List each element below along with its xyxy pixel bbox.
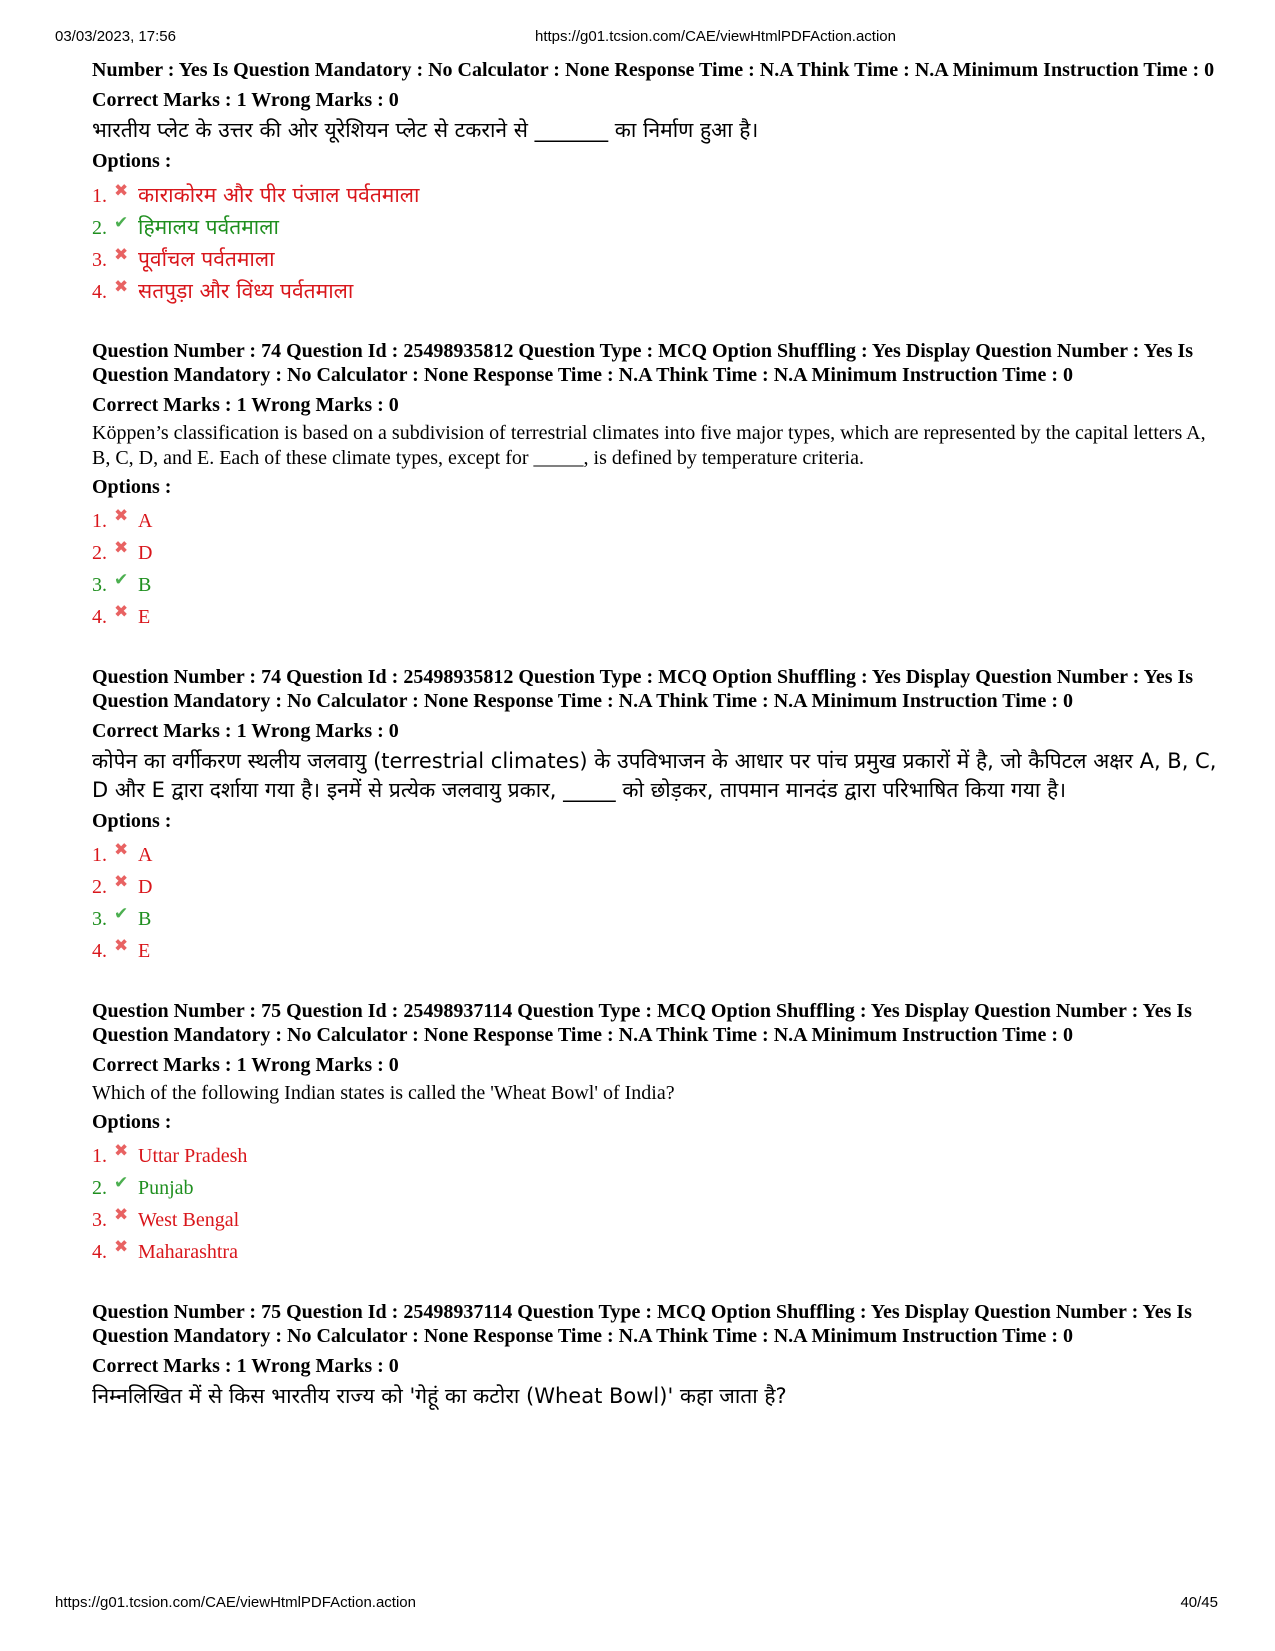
cross-icon: ✖ [114, 277, 129, 297]
option-number: 4. [92, 1241, 107, 1263]
option-item [92, 935, 1217, 967]
option-item [92, 505, 1217, 537]
check-icon: ✔ [114, 570, 129, 590]
question-meta: Number : Yes Is Question Mandatory : No Calculator : None Response Time : N.A Think Time : N.A Minimum Instruction Time : 0 [92, 59, 1215, 81]
cross-icon: ✖ [114, 538, 129, 558]
option-item [92, 1140, 1217, 1172]
option-item [92, 1204, 1217, 1236]
option-number: 4. [92, 606, 107, 628]
check-icon: ✔ [114, 213, 129, 233]
option-number: 3. [92, 908, 107, 930]
question-text: भारतीय प्लेट के उत्तर की ओर यूरेशियन प्लेट से टकराने से _______ का निर्माण हुआ है। [92, 118, 759, 142]
option-number: 3. [92, 249, 107, 271]
question-text: निम्नलिखित में से किस भारतीय राज्य को 'गेहूं का कटोरा (Wheat Bowl)' कहा जाता है? [92, 1384, 787, 1408]
cross-icon: ✖ [114, 181, 129, 201]
option-number: 2. [92, 217, 107, 239]
options-list [92, 505, 1217, 633]
page-header [0, 28, 1275, 52]
option-number: 1. [92, 185, 107, 207]
option-item [92, 179, 1217, 211]
print-datetime: 03/03/2023, 17:56 [55, 28, 176, 45]
option-text: D [138, 542, 153, 564]
cross-icon: ✖ [114, 602, 129, 622]
option-number: 1. [92, 510, 107, 532]
option-text: पूर्वांचल पर्वतमाला [138, 247, 275, 271]
option-item [92, 839, 1217, 871]
option-item [92, 601, 1217, 633]
option-number: 2. [92, 542, 107, 564]
option-number: 1. [92, 844, 107, 866]
option-text: सतपुड़ा और विंध्य पर्वतमाला [138, 279, 354, 303]
option-item [92, 569, 1217, 601]
question-block [92, 339, 1217, 633]
cross-icon: ✖ [114, 840, 129, 860]
cross-icon: ✖ [114, 872, 129, 892]
question-text: Which of the following Indian states is called the 'Wheat Bowl' of India? [92, 1082, 675, 1104]
cross-icon: ✖ [114, 506, 129, 526]
check-icon: ✔ [114, 904, 129, 924]
question-block [92, 1300, 1217, 1411]
options-list [92, 179, 1217, 307]
cross-icon: ✖ [114, 1237, 129, 1257]
option-number: 4. [92, 281, 107, 303]
option-text: E [138, 606, 151, 628]
question-marks: Correct Marks : 1 Wrong Marks : 0 [92, 89, 399, 111]
option-number: 2. [92, 876, 107, 898]
option-text: B [138, 908, 152, 930]
option-item [92, 903, 1217, 935]
option-item [92, 243, 1217, 275]
cross-icon: ✖ [114, 1205, 129, 1225]
question-meta: Question Number : 74 Question Id : 25498935812 Question Type : MCQ Option Shuffling : Yes Display Question Number : Yes Is Question Mandatory : No Calculator : None Response Time : N.A Think Time : N.A Minimum Instruction Time : 0 [92, 340, 1194, 386]
question-block [92, 665, 1217, 967]
options-label: Options : [92, 1111, 172, 1133]
options-list [92, 839, 1217, 967]
option-text: B [138, 574, 152, 596]
question-text: Köppen’s classification is based on a subdivision of terrestrial climates into five major types, which are represented by the capital letters A, B, C, D, and E. Each of these climate types, except for _____, is defined by temperature criteria. [92, 422, 1206, 469]
option-text: A [138, 844, 153, 866]
option-number: 2. [92, 1177, 107, 1199]
question-meta: Question Number : 75 Question Id : 25498937114 Question Type : MCQ Option Shuffling : Yes Display Question Number : Yes Is Question Mandatory : No Calculator : None Response Time : N.A Think Time : N.A Minimum Instruction Time : 0 [92, 1000, 1192, 1046]
options-label: Options : [92, 150, 172, 172]
option-text: Maharashtra [138, 1241, 238, 1263]
question-marks: Correct Marks : 1 Wrong Marks : 0 [92, 720, 399, 742]
header-url: https://g01.tcsion.com/CAE/viewHtmlPDFAction.action [535, 28, 896, 45]
option-number: 3. [92, 1209, 107, 1231]
question-meta: Question Number : 75 Question Id : 25498937114 Question Type : MCQ Option Shuffling : Yes Display Question Number : Yes Is Question Mandatory : No Calculator : None Response Time : N.A Think Time : N.A Minimum Instruction Time : 0 [92, 1301, 1192, 1347]
option-text: A [138, 510, 153, 532]
question-marks: Correct Marks : 1 Wrong Marks : 0 [92, 394, 399, 416]
footer-url: https://g01.tcsion.com/CAE/viewHtmlPDFAction.action [55, 1594, 416, 1611]
question-marks: Correct Marks : 1 Wrong Marks : 0 [92, 1355, 399, 1377]
option-number: 3. [92, 574, 107, 596]
options-list [92, 1140, 1217, 1268]
cross-icon: ✖ [114, 1141, 129, 1161]
question-marks: Correct Marks : 1 Wrong Marks : 0 [92, 1054, 399, 1076]
option-item [92, 871, 1217, 903]
page-footer [0, 1594, 1275, 1618]
option-number: 4. [92, 940, 107, 962]
option-text: E [138, 940, 151, 962]
question-block [92, 999, 1217, 1268]
cross-icon: ✖ [114, 936, 129, 956]
question-paper-content [92, 58, 1217, 1411]
option-text: Punjab [138, 1177, 194, 1199]
option-item [92, 537, 1217, 569]
option-number: 1. [92, 1145, 107, 1167]
question-block-continued [92, 58, 1217, 307]
option-item [92, 1172, 1217, 1204]
question-meta: Question Number : 74 Question Id : 25498935812 Question Type : MCQ Option Shuffling : Yes Display Question Number : Yes Is Question Mandatory : No Calculator : None Response Time : N.A Think Time : N.A Minimum Instruction Time : 0 [92, 666, 1194, 712]
option-text: हिमालय पर्वतमाला [138, 215, 279, 239]
page-number: 40/45 [1180, 1594, 1218, 1611]
check-icon: ✔ [114, 1173, 129, 1193]
option-item [92, 275, 1217, 307]
cross-icon: ✖ [114, 245, 129, 265]
option-item [92, 211, 1217, 243]
option-text: Uttar Pradesh [138, 1145, 248, 1167]
option-item [92, 1236, 1217, 1268]
options-label: Options : [92, 476, 172, 498]
option-text: D [138, 876, 153, 898]
option-text: West Bengal [138, 1209, 240, 1231]
question-text: कोपेन का वर्गीकरण स्थलीय जलवायु (terrestrial climates) के उपविभाजन के आधार पर पांच प्रमुख प्रकारों में है, जो कैपिटल अक्षर A, B, C, D और E द्वारा दर्शाया गया है। इनमें से प्रत्येक जलवायु प्रकार, _____ को छोड़कर, तापमान मानदंड द्वारा परिभाषित किया गया है। [92, 749, 1217, 802]
option-text: काराकोरम और पीर पंजाल पर्वतमाला [138, 183, 420, 207]
options-label: Options : [92, 810, 172, 832]
